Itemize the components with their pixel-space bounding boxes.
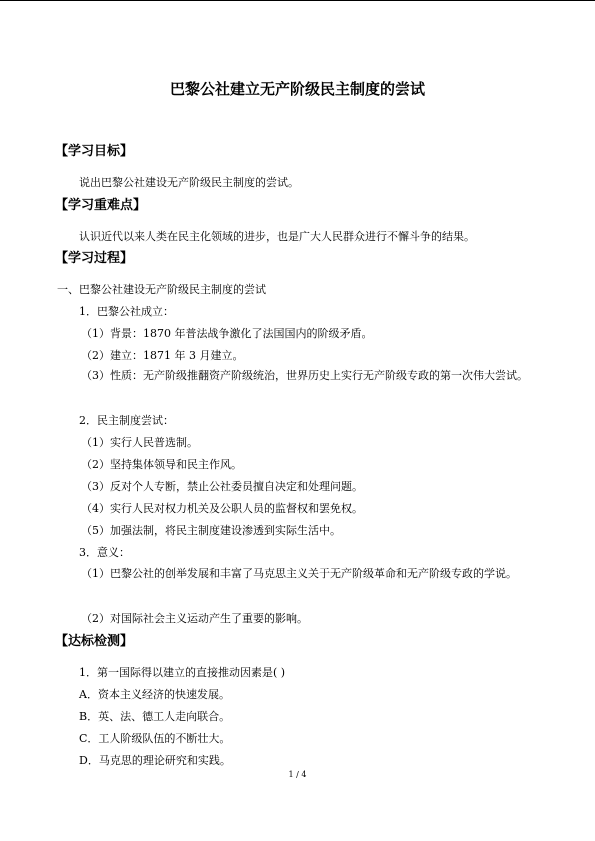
process-item-1-2: （2）建立：1871 年 3 月建立。 [81,349,244,362]
section-heading-process: 【学习过程】 [55,251,134,266]
section-heading-test: 【达标检测】 [55,634,134,649]
process-item-2-3: （3）反对个人专断，禁止公社委员擅自决定和处理问题。 [81,480,363,493]
test-option-d: D．马克思的理论研究和实践。 [79,754,231,767]
test-option-c: C．工人阶级队伍的不断壮大。 [79,732,231,745]
process-item-1: 1．巴黎公社成立： [79,305,174,318]
page-number: 1 / 4 [288,770,307,779]
section-heading-goal: 【学习目标】 [55,144,134,159]
process-item-3-1: （1）巴黎公社的创举发展和丰富了马克思主义关于无产阶级革命和无产阶级专政的学说。 [81,567,517,580]
process-item-2-2: （2）坚持集体领导和民主作风。 [81,458,242,471]
process-item-1-3: （3）性质：无产阶级推翻资产阶级统治，世界历史上实行无产阶级专政的第一次伟大尝试。 [81,369,528,382]
key-text: 认识近代以来人类在民主化领域的进步，也是广大人民群众进行不懈斗争的结果。 [79,230,475,243]
process-item-2: 2．民主制度尝试： [79,414,174,427]
section-heading-key: 【学习重难点】 [55,198,147,213]
process-item-1-1: （1）背景：1870 年普法战争激化了法国国内的阶级矛盾。 [81,327,373,340]
header-rule [0,0,595,1]
process-item-3-2: （2）对国际社会主义运动产生了重要的影响。 [81,612,308,625]
document-title: 巴黎公社建立无产阶级民主制度的尝试 [169,80,425,98]
process-item-2-5: （5）加强法制，将民主制度建设渗透到实际生活中。 [81,524,341,537]
goal-text: 说出巴黎公社建设无产阶级民主制度的尝试。 [79,176,299,189]
process-part-1: 一、巴黎公社建设无产阶级民主制度的尝试 [57,283,266,296]
process-item-2-1: （1）实行人民普选制。 [81,436,198,449]
test-option-a: A．资本主义经济的快速发展。 [79,688,230,701]
process-item-3: 3．意义： [79,546,130,559]
test-option-b: B．英、法、德工人走向联合。 [79,710,231,723]
test-question-1: 1．第一国际得以建立的直接推动因素是( ) [79,666,286,679]
process-item-2-4: （4）实行人民对权力机关及公职人员的监督权和罢免权。 [81,502,363,515]
